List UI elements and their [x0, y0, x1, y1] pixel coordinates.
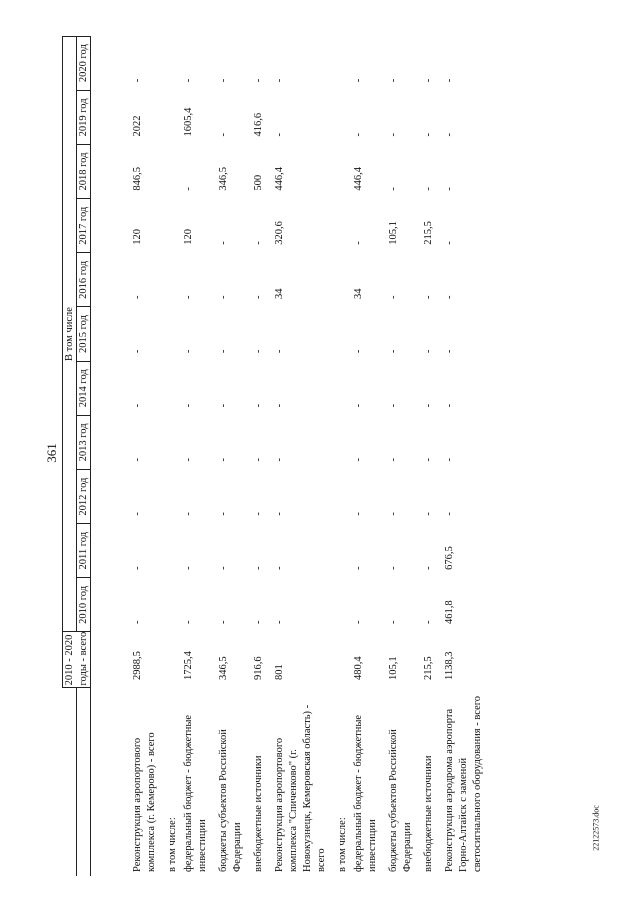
- row-year-value: 416,6: [253, 112, 264, 137]
- row-year-value: -: [274, 566, 285, 570]
- header-year: 2016 год: [77, 253, 91, 307]
- row-year-value: -: [253, 295, 264, 299]
- row-year-value: 34: [274, 288, 285, 299]
- table-row: [246, 36, 267, 876]
- row-year-value: -: [253, 566, 264, 570]
- table-body: [91, 36, 487, 876]
- row-year-value: [160, 578, 181, 632]
- row-year-value: [160, 307, 181, 361]
- row-year-value: -: [274, 403, 285, 408]
- row-year-value: -: [388, 457, 399, 462]
- row-year-value: -: [444, 457, 455, 462]
- row-year-value: [160, 415, 181, 469]
- header-year: 2020 год: [77, 36, 91, 90]
- row-total: 105,1: [388, 656, 399, 680]
- row-year-value: -: [353, 403, 364, 408]
- row-year-value: [330, 578, 351, 632]
- header-year: 2013 год: [77, 415, 91, 469]
- row-total: 916,6: [253, 656, 264, 680]
- row-year-value: -: [444, 78, 455, 83]
- header-row-top: [63, 36, 77, 876]
- row-year-value: 215,5: [423, 221, 434, 245]
- row-year-value: 34: [353, 288, 364, 299]
- row-year-value: -: [253, 403, 264, 408]
- row-year-value: -: [218, 78, 229, 83]
- row-label: Реконструкция аэропортового комплекса "Спиченково" (г. Новокузнецк, Кемеровская область) - всего: [274, 704, 327, 872]
- row-total: 1725,4: [183, 651, 194, 680]
- row-total: 215,5: [423, 656, 434, 680]
- row-year-value: 446,4: [353, 167, 364, 191]
- row-total: [330, 632, 351, 688]
- row-total: 1138,3: [444, 651, 455, 680]
- row-year-value: -: [218, 620, 229, 624]
- row-year-value: -: [353, 512, 364, 516]
- row-label: федеральный бюджет - бюджетные инвестиции: [353, 714, 378, 872]
- row-year-value: -: [423, 295, 434, 299]
- row-year-value: -: [388, 132, 399, 137]
- header-row-years: [77, 36, 91, 876]
- row-total: 2988,5: [132, 651, 143, 680]
- row-year-value: -: [423, 78, 434, 83]
- row-year-value: 120: [132, 229, 143, 245]
- row-year-value: -: [132, 349, 143, 354]
- row-year-value: -: [274, 349, 285, 354]
- row-year-value: 1605,4: [183, 107, 194, 137]
- row-total: 480,4: [353, 656, 364, 680]
- row-year-value: -: [183, 512, 194, 516]
- row-year-value: -: [423, 566, 434, 570]
- header-year: 2019 год: [77, 90, 91, 144]
- row-year-value: -: [388, 620, 399, 624]
- row-year-value: [160, 361, 181, 415]
- row-year-value: -: [353, 349, 364, 354]
- row-year-value: -: [183, 620, 194, 624]
- row-year-value: 320,6: [274, 221, 285, 245]
- row-year-value: [330, 90, 351, 144]
- row-year-value: -: [444, 349, 455, 354]
- row-year-value: -: [132, 457, 143, 462]
- row-year-value: -: [353, 241, 364, 245]
- row-year-value: -: [388, 78, 399, 83]
- row-year-value: [160, 90, 181, 144]
- row-year-value: 120: [183, 229, 194, 245]
- row-label: федеральный бюджет - бюджетные инвестиции: [183, 714, 208, 872]
- row-year-value: -: [132, 403, 143, 408]
- row-label: бюджеты субъектов Российской Федерации: [388, 729, 413, 872]
- row-year-value: -: [218, 132, 229, 137]
- row-year-value: -: [253, 241, 264, 245]
- row-year-value: [160, 36, 181, 90]
- row-year-value: -: [132, 512, 143, 516]
- row-year-value: -: [353, 132, 364, 137]
- page-number: 361: [44, 443, 59, 463]
- row-year-value: 2022: [132, 115, 143, 137]
- table-row: [160, 36, 181, 876]
- row-year-value: -: [183, 566, 194, 570]
- row-year-value: -: [444, 241, 455, 245]
- row-year-value: -: [218, 241, 229, 245]
- row-year-value: -: [274, 457, 285, 462]
- row-year-value: -: [218, 566, 229, 570]
- header-group: В том числе: [63, 36, 77, 632]
- row-year-value: -: [388, 566, 399, 570]
- header-year: 2015 год: [77, 307, 91, 361]
- table-row: [211, 36, 246, 876]
- header-year: 2018 год: [77, 144, 91, 198]
- investment-table: [62, 36, 592, 876]
- row-year-value: -: [183, 403, 194, 408]
- row-year-value: -: [183, 187, 194, 191]
- table-row: [351, 36, 381, 876]
- row-year-value: 846,5: [132, 167, 143, 191]
- row-year-value: -: [353, 620, 364, 624]
- row-year-value: 346,5: [218, 167, 229, 191]
- row-year-value: [160, 253, 181, 307]
- header-year: 2012 год: [77, 469, 91, 523]
- row-year-value: 461,8: [444, 600, 455, 624]
- table-row: [437, 36, 486, 876]
- row-year-value: -: [183, 457, 194, 462]
- row-year-value: -: [253, 620, 264, 624]
- row-year-value: -: [183, 349, 194, 354]
- row-year-value: -: [132, 78, 143, 83]
- row-year-value: -: [274, 132, 285, 137]
- document-id: 22122573.doc: [591, 805, 601, 851]
- row-year-value: -: [444, 403, 455, 408]
- row-year-value: -: [423, 457, 434, 462]
- row-year-value: -: [253, 512, 264, 516]
- row-year-value: -: [183, 295, 194, 299]
- row-year-value: -: [218, 349, 229, 354]
- row-year-value: -: [253, 349, 264, 354]
- row-year-value: -: [388, 295, 399, 299]
- row-year-value: -: [444, 132, 455, 137]
- row-year-value: [330, 199, 351, 253]
- row-year-value: -: [183, 78, 194, 83]
- row-label: Реконструкция аэродрома аэропорта Горно-Алтайск с заменой светосигнального оборудования - всего: [444, 695, 483, 872]
- row-year-value: 500: [253, 174, 264, 191]
- row-label: внебюджетные источники: [423, 755, 434, 872]
- row-year-value: -: [353, 457, 364, 462]
- header-blank-cell: [63, 688, 77, 876]
- row-year-value: -: [388, 349, 399, 354]
- row-year-value: [160, 524, 181, 578]
- row-year-value: -: [253, 78, 264, 83]
- row-label: бюджеты субъектов Российской Федерации: [218, 729, 243, 872]
- row-year-value: [330, 253, 351, 307]
- row-year-value: -: [218, 512, 229, 516]
- row-year-value: -: [132, 620, 143, 624]
- row-year-value: -: [274, 512, 285, 516]
- table-row: [330, 36, 351, 876]
- row-year-value: [160, 469, 181, 523]
- row-year-value: -: [132, 295, 143, 299]
- row-year-value: -: [444, 187, 455, 191]
- header-year: 2017 год: [77, 199, 91, 253]
- row-year-value: -: [253, 457, 264, 462]
- row-year-value: -: [423, 620, 434, 624]
- table-row: [267, 36, 330, 876]
- row-year-value: -: [423, 512, 434, 516]
- row-year-value: -: [218, 295, 229, 299]
- header-year: 2011 год: [77, 524, 91, 578]
- row-year-value: -: [423, 187, 434, 191]
- row-year-value: -: [274, 620, 285, 624]
- header-total-bottom: годы - всего: [77, 632, 91, 688]
- row-year-value: -: [388, 187, 399, 191]
- row-year-value: [160, 199, 181, 253]
- row-year-value: 676,5: [444, 546, 455, 570]
- row-year-value: -: [353, 566, 364, 570]
- table-row: [416, 36, 437, 876]
- row-year-value: -: [444, 295, 455, 299]
- row-total: 346,5: [218, 656, 229, 680]
- row-year-value: -: [423, 349, 434, 354]
- row-year-value: -: [132, 566, 143, 570]
- table-row: [381, 36, 416, 876]
- row-label: Реконструкция аэропортового комплекса (г. Кемерово) - всего: [132, 732, 157, 872]
- row-year-value: 446,4: [274, 167, 285, 191]
- row-year-value: -: [423, 403, 434, 408]
- row-year-value: -: [274, 78, 285, 83]
- header-total-top: 2010 - 2020: [63, 632, 77, 688]
- row-year-value: -: [388, 512, 399, 516]
- row-year-value: [330, 361, 351, 415]
- row-year-value: -: [218, 457, 229, 462]
- row-year-value: 105,1: [388, 221, 399, 245]
- row-year-value: -: [388, 403, 399, 408]
- row-label: в том числе:: [167, 817, 178, 872]
- row-total: [160, 632, 181, 688]
- row-year-value: [330, 415, 351, 469]
- row-year-value: [330, 144, 351, 198]
- row-year-value: [330, 524, 351, 578]
- row-year-value: [160, 144, 181, 198]
- row-label: в том числе:: [337, 817, 348, 872]
- row-year-value: [330, 307, 351, 361]
- row-total: 801: [274, 664, 285, 680]
- row-label: внебюджетные источники: [253, 755, 264, 872]
- data-table: [62, 36, 486, 876]
- row-year-value: -: [353, 78, 364, 83]
- table-row: [181, 36, 211, 876]
- row-year-value: [330, 469, 351, 523]
- row-year-value: -: [444, 512, 455, 516]
- header-blank-cell: [77, 688, 91, 876]
- table-row: [91, 36, 161, 876]
- row-year-value: -: [218, 403, 229, 408]
- row-year-value: [330, 36, 351, 90]
- header-year: 2014 год: [77, 361, 91, 415]
- row-year-value: -: [423, 132, 434, 137]
- header-year: 2010 год: [77, 578, 91, 632]
